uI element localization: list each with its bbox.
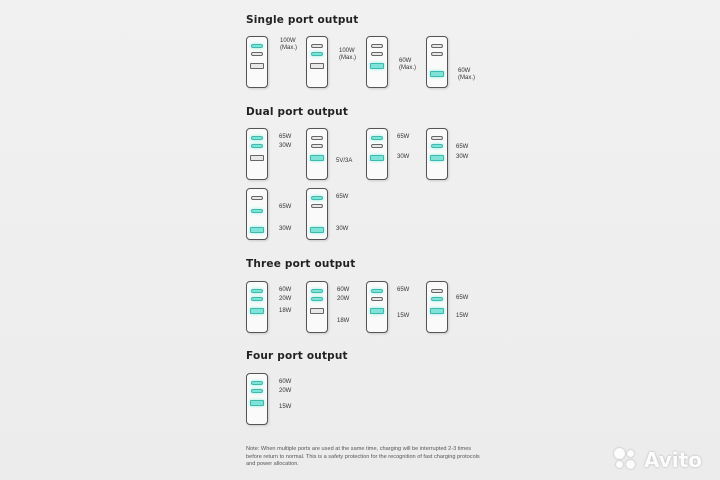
usb-c2-port <box>251 144 263 148</box>
label-d3a: 65W <box>397 134 410 140</box>
usb-a-port <box>250 227 264 233</box>
label-t4b: 15W <box>456 313 469 319</box>
usb-c2-port <box>311 52 323 56</box>
charger-dual-3 <box>366 128 388 180</box>
label-s2: 100W (Max.) <box>339 48 356 61</box>
label-d6a: 65W <box>336 194 349 200</box>
usb-a-port <box>250 155 264 161</box>
label-d1b: 30W <box>279 143 292 149</box>
usb-a-port <box>430 308 444 314</box>
usb-c2-port <box>431 144 443 148</box>
usb-c2-port <box>311 297 323 301</box>
charger-four-1 <box>246 373 268 425</box>
charger-single-3 <box>366 36 388 88</box>
usb-c1-port <box>251 381 263 385</box>
charger-dual-2 <box>306 128 328 180</box>
usb-c2-port <box>251 389 263 393</box>
usb-c1-port <box>371 136 383 140</box>
charger-three-2 <box>306 281 328 333</box>
usb-c1-port <box>311 289 323 293</box>
usb-c1-port <box>431 136 443 140</box>
label-s3: 60W (Max.) <box>399 58 416 71</box>
usb-c1-port <box>311 136 323 140</box>
section-title-single: Single port output <box>246 14 359 26</box>
usb-c1-port <box>371 44 383 48</box>
charger-single-4 <box>426 36 448 88</box>
label-d1a: 65W <box>279 134 292 140</box>
usb-a-port <box>250 63 264 69</box>
section-title-dual: Dual port output <box>246 106 349 118</box>
usb-c2-port <box>431 52 443 56</box>
usb-c2-port <box>371 297 383 301</box>
label-d6b: 30W <box>336 226 349 232</box>
label-s1: 100W (Max.) <box>280 38 297 51</box>
label-d5a: 65W <box>279 204 292 210</box>
charger-three-4 <box>426 281 448 333</box>
charger-dual-6 <box>306 188 328 240</box>
label-d4a: 65W <box>456 144 469 150</box>
label-t1c: 18W <box>279 308 292 314</box>
avito-wordmark: Avito <box>644 448 702 472</box>
usb-a-port <box>310 63 324 69</box>
usb-c1-port <box>251 136 263 140</box>
avito-logo-icon <box>612 446 642 472</box>
usb-c1-port <box>431 44 443 48</box>
usb-c1-port <box>251 44 263 48</box>
label-d5b: 30W <box>279 226 292 232</box>
label-t1b: 20W <box>279 296 292 302</box>
label-t1a: 60W <box>279 287 292 293</box>
usb-a-port <box>370 63 384 69</box>
usb-c1-port <box>431 289 443 293</box>
footnote: Note: When multiple ports are used at the same time, charging will be interrupted 2-3 times before return to normal. This is a safety protection for the recognition of fast charging protocols and power allocation. <box>246 446 480 468</box>
charger-single-2 <box>306 36 328 88</box>
label-d2a: 5V/3A <box>336 158 353 164</box>
usb-c1-port <box>311 196 323 200</box>
usb-c1-port <box>251 289 263 293</box>
usb-c2-port <box>311 144 323 148</box>
charger-single-1 <box>246 36 268 88</box>
usb-c2-port <box>371 52 383 56</box>
usb-c1-port <box>311 44 323 48</box>
usb-c1-port <box>251 196 263 200</box>
section-title-four: Four port output <box>246 350 348 362</box>
usb-a-port <box>250 308 264 314</box>
charger-dual-5 <box>246 188 268 240</box>
usb-a-port <box>310 155 324 161</box>
usb-a-port <box>310 308 324 314</box>
charger-three-3 <box>366 281 388 333</box>
label-s4: 60W (Max.) <box>458 68 475 81</box>
avito-watermark <box>612 446 712 472</box>
label-f1b: 20W <box>279 388 292 394</box>
usb-a-port <box>370 155 384 161</box>
label-t3a: 65W <box>397 287 410 293</box>
label-t2c: 18W <box>337 318 350 324</box>
usb-c2-port <box>251 297 263 301</box>
label-d4b: 30W <box>456 154 469 160</box>
charger-dual-4 <box>426 128 448 180</box>
usb-a-port <box>250 400 264 406</box>
usb-c2-port <box>251 52 263 56</box>
label-t3b: 15W <box>397 313 410 319</box>
usb-c2-port <box>311 204 323 208</box>
charger-three-1 <box>246 281 268 333</box>
section-title-three: Three port output <box>246 258 356 270</box>
usb-c1-port <box>371 289 383 293</box>
usb-a-port <box>370 308 384 314</box>
usb-c2-port <box>371 144 383 148</box>
charger-dual-1 <box>246 128 268 180</box>
label-t4a: 65W <box>456 295 469 301</box>
label-t2b: 20W <box>337 296 350 302</box>
label-f1a: 60W <box>279 379 292 385</box>
usb-a-port <box>430 155 444 161</box>
label-d3b: 30W <box>397 154 410 160</box>
usb-a-port <box>430 71 444 77</box>
usb-c2-port <box>251 209 263 213</box>
label-t2a: 60W <box>337 287 350 293</box>
usb-a-port <box>310 227 324 233</box>
usb-c2-port <box>431 297 443 301</box>
label-f1c: 15W <box>279 404 292 410</box>
